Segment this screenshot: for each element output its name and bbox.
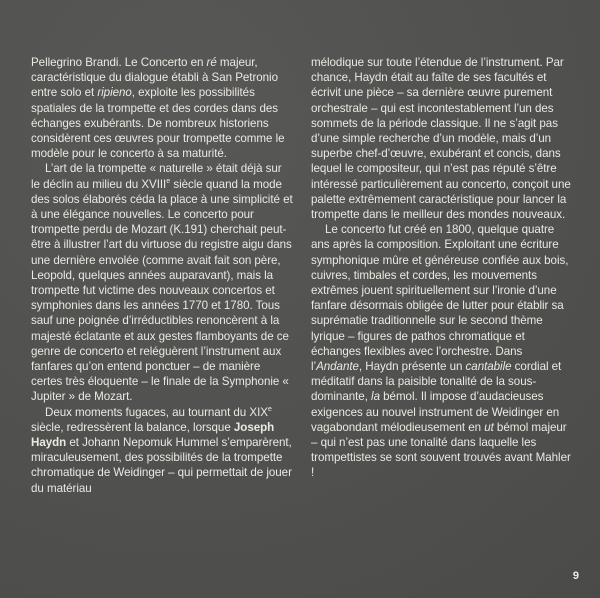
paragraph: Deux moments fugaces, au tournant du XIXe siècle, redressèrent la balance, lorsque Joseph Haydn et Johann Nepomuk Hummel s’emparèrent, miraculeusement, des possibilités de la trompette chromatique de Weidinger – qui permettait de jouer du matériau xyxy=(31,403,292,495)
paragraph: L’art de la trompette « naturelle » était déjà sur le déclin au milieu du XVIIIe siècle quand la mode des solos élaborés céda la place à une simplicité et à une élégance nouvelles. Le concerto pour trompette perdu de Mozart (K.191) cherchait peut-être à illustrer l’art du virtuose du registre aigu dans une dernière envolée (comme avait fait son père, Leopold, quelques années auparavant), mais la trompette fut victime des nouveaux concertos et symphonies dans les années 1770 et 1780. Tous sauf une poignée d’irréductibles renoncèrent à la majesté éclatante et aux gestes flamboyants de ce genre de concerto et reléguèrent l’instrument aux fanfares qu’on entend ponctuer – de manière certes très éloquente – le finale de la Symphonie « Jupiter » de Mozart. xyxy=(31,162,293,404)
paragraph: mélodique sur toute l’étendue de l’instrument. Par chance, Haydn était au faîte de ses facultés et écrivit une pièce – sa dernière œuvre purement orchestrale – qui est incontestablement l’un des sommets de la période classique. Il ne s’agit pas d’une simple recherche d’un modèle, mais d’un superbe chef-d’œuvre, exubérant et concis, dans lequel le compositeur, qui n’est pas réputé s’être intéressé particulièrement au concerto, conçoit une palette extrêmement caractéristique pour lancer la trompette dans le meilleur des mondes nouveaux. xyxy=(311,56,571,222)
page-number: 9 xyxy=(572,570,579,582)
paragraph: Le concerto fut créé en 1800, quelque quatre ans après la composition. Exploitant une écriture symphonique mûre et généreuse confiée aux bois, cuivres, timbales et cordes, les mouvements extrêmes jouent spirituellement sur l’ironie d’une fanfare désormais obligée de lutter pour établir sa suprématie traditionnelle sur le second thème lyrique – figures de pathos chromatique et échanges flexibles avec l’orchestre. Dans l’Andante, Haydn présente un cantabile cordial et méditatif dans la paisible tonalité de la sous-dominante, la bémol. Il impose d’audacieuses exigences au nouvel instrument de Weidinger en vagabondant mélodieusement en ut bémol majeur – qui n’est pas une tonalité dans laquelle les trompettistes se sont souvent trouvés avant Mahler ! xyxy=(311,223,571,480)
right-text-column xyxy=(311,55,573,481)
paragraph: Pellegrino Brandi. Le Concerto en ré majeur, caractéristique du dialogue établi à San Petronio entre solo et ripieno, exploite les possibilités spatiales de la trompette et des cordes dans des échanges exubérants. De nombreux historiens considèrent ces œuvres pour trompette comme le modèle pour le concerto à sa maturité. xyxy=(31,56,285,161)
left-text-column xyxy=(31,55,293,496)
composer-name: Joseph Haydn xyxy=(31,420,275,450)
